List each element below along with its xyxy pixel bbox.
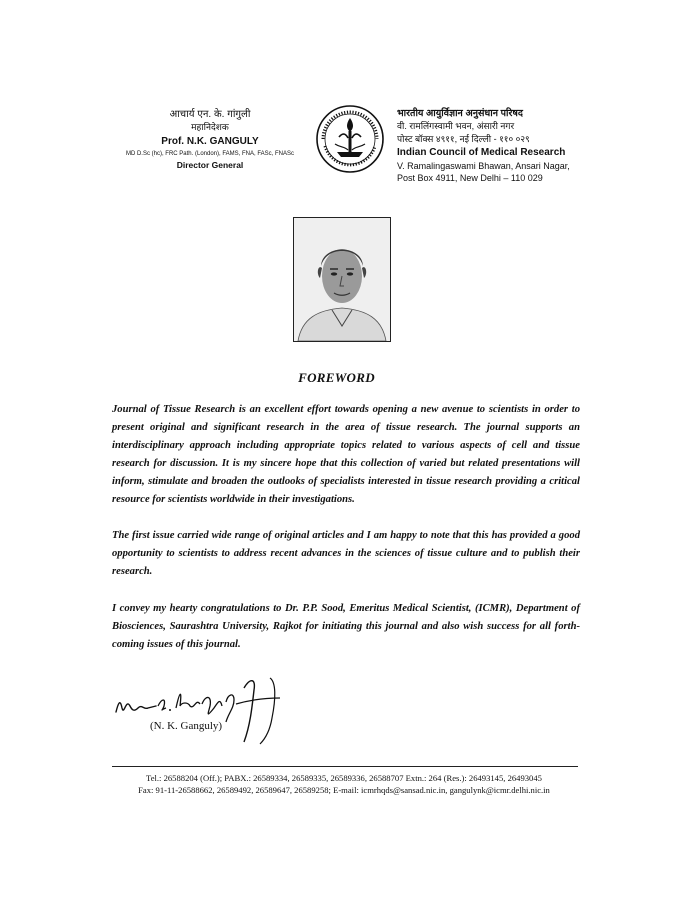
director-title: Director General: [176, 160, 244, 170]
footer-phone-line: Tel.: 26588204 (Off.); PABX.: 26589334, 26589335, 26589336, 26588707 Extn.: 264 (Res.): 26493145, 26493045: [146, 773, 542, 783]
address-line2: Post Box 4911, New Delhi – 110 029: [397, 173, 543, 183]
hindi-org-name: भारतीय आयुर्विज्ञान अनुसंधान परिषद: [397, 108, 523, 119]
handwritten-signature: [110, 668, 310, 748]
hindi-address-line2: पोस्ट बॉक्स ४९११, नई दिल्ली - ११० ०२९: [397, 134, 530, 144]
foreword-paragraph-2: The first issue carried wide range of original articles and I am happy to note that this has provided a good opportunity to scientists to address recent advances in the sciences of tissue culture and to publish their research.: [112, 530, 580, 577]
hindi-name: आचार्य एन. के. गांगुली: [169, 109, 251, 120]
footer-divider: [112, 766, 578, 767]
hindi-title: महानिदेशक: [191, 122, 229, 132]
hindi-address-line1: वी. रामलिंगस्वामी भवन, अंसारी नगर: [397, 121, 515, 131]
portrait-photo-icon: [294, 218, 390, 341]
director-name: Prof. N.K. GANGULY: [161, 136, 259, 147]
letterhead-right: [397, 107, 597, 184]
signatory-name: (N. K. Ganguly): [150, 720, 223, 732]
org-name: Indian Council of Medical Research: [397, 147, 566, 158]
director-qualifications: MD D.Sc (hc), FRC Path. (London), FAMS, FNA, FASc, FNASc: [125, 151, 295, 157]
address-line1: V. Ramalingaswami Bhawan, Ansari Nagar,: [397, 161, 570, 171]
letterhead-left: [120, 108, 300, 171]
foreword-paragraph-3: I convey my hearty congratulations to Dr. P.P. Sood, Emeritus Medical Scientist, (ICMR), Department of Biosciences, Saurashtra University, Rajkot for initiating this journal and also wish success for all forth-coming issues of this journal.: [112, 603, 580, 650]
foreword-paragraph-1: Journal of Tissue Research is an excellent effort towards opening a new avenue to scientists in order to present original and significant research in the area of tissue research. The journal supports an interdisciplinary approach including appropriate topics related to various aspects of cell and tissue research for discussion. It is my sincere hope that this collection of varied but related presentations will inform, stimulate and broaden the outlooks of specialists interested in tissue research providing a critical resource for scientists worldwide in their investigations.: [112, 404, 580, 505]
portrait-photo: [293, 217, 391, 342]
foreword-heading: FOREWORD: [298, 370, 375, 385]
footer-fax-email-line: Fax: 91-11-26588662, 26589492, 26589647, 26589258; E-mail: icmrhqds@sansad.nic.in, gangulynk@icmr.delhi.nic.in: [138, 785, 550, 795]
icmr-emblem-icon: [315, 104, 385, 174]
